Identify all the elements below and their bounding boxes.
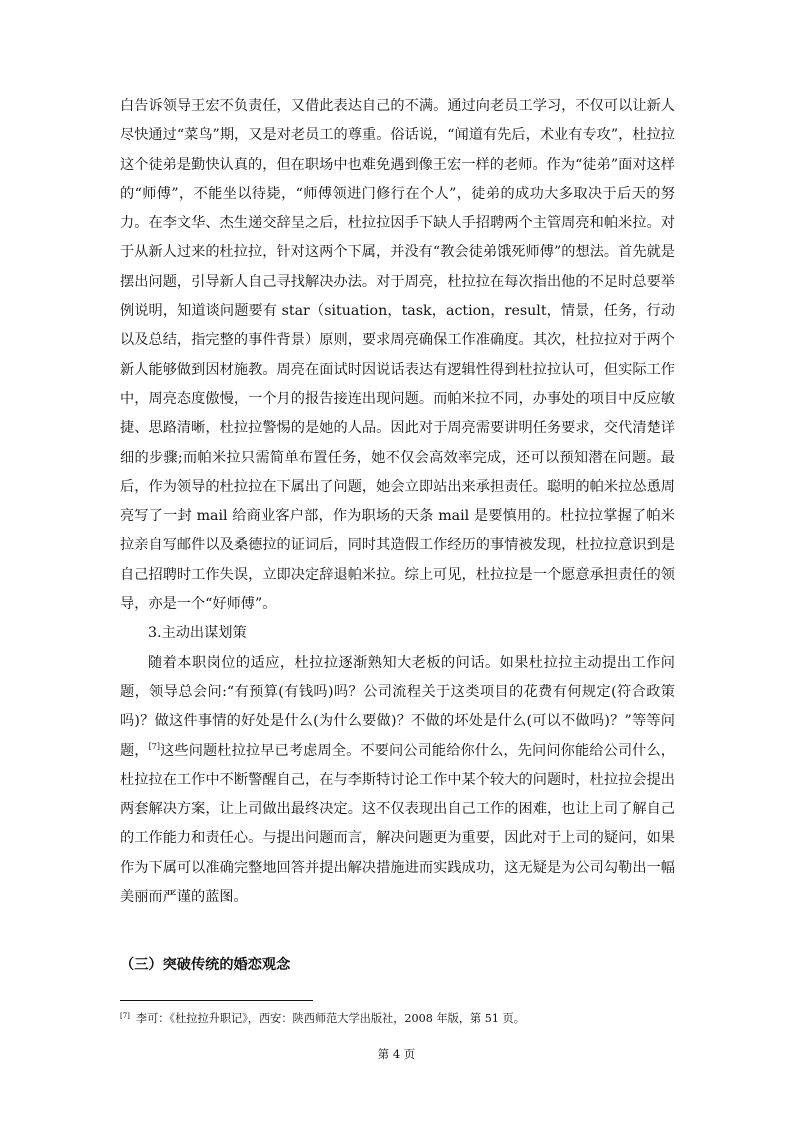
paragraph-text-after-ref: 这些问题杜拉拉早已考虑周全。不要问公司能给你什么，先问问你能给公司什么，杜拉拉在工作中不断警醒自己，在与李斯特讨论工作中某个较大的问题时，杜拉拉会提出两套解决方案，让上司做出最终决定。这不仅表现出自己工作的困难，也让上司了解自己的工作能力和责任心。与提出问题而言，解决问题更为重要，因此对于上司的疑问，如果作为下属可以准确完整地回答并提出解决措施进而实践成功，这无疑是为公司勾勒出一幅美丽而严谨的蓝图。 — [120, 742, 675, 906]
footnote-text: 李可：《杜拉拉升职记》，西安：陕西师范大学出版社，2008 年版，第 51 页。 — [135, 1012, 525, 1025]
footnote-divider — [120, 1000, 313, 1001]
paragraph-boss-questions — [120, 649, 675, 913]
section-heading: （三）突破传统的婚恋观念 — [120, 957, 291, 973]
paragraph-text-before-ref: 随着本职岗位的适应，杜拉拉逐渐熟知大老板的问话。如果杜拉拉主动提出工作问题，领导总会问:“有预算(有钱吗)吗？公司流程关于这类项目的花费有何规定(符合政策吗)？做这件事情的好处是什么(为什么要做)？不做的坏处是什么(可以不做吗)？”等等问题， — [120, 654, 675, 759]
footnote-reference[interactable]: [7] — [148, 741, 160, 751]
page-number: 第 4 页 — [377, 1047, 416, 1061]
footnote-mark: [7] — [120, 1012, 130, 1020]
footnote — [120, 1011, 525, 1027]
paragraph-continuation: 白告诉领导王宏不负责任，又借此表达自己的不满。通过向老员工学习，不仅可以让新人尽快通过“菜鸟”期，又是对老员工的尊重。俗话说，“闻道有先后，术业有专攻”，杜拉拉这个徒弟是勤快认真的，但在职场中也难免遇到像王宏一样的老师。作为“徒弟”面对这样的“师傅”，不能坐以待毙，“师傅领进门修行在个人”，徒弟的成功大多取决于后天的努力。在李文华、杰生递交辞呈之后，杜拉拉因手下缺人手招聘两个主管周亮和帕米拉。对于从新人过来的杜拉拉，针对这两个下属，并没有“教会徒弟饿死师傅”的想法。首先就是摆出问题，引导新人自己寻找解决办法。对于周亮，杜拉拉在每次指出他的不足时总要举例说明，知道谈问题要有 star（situation，task，action，result，情景，任务，行动以及总结，指完整的事件背景）原则，要求周亮确保工作准确度。其次，杜拉拉对于两个新人能够做到因材施教。周亮在面试时因说话表达有逻辑性得到杜拉拉认可，但实际工作中，周亮态度傲慢，一个月的报告接连出现问题。而帕米拉不同，办事处的项目中反应敏捷、思路清晰，杜拉拉警惕的是她的人品。因此对于周亮需要讲明任务要求，交代清楚详细的步骤;而帕米拉只需简单布置任务，她不仅会高效率完成，还可以预知潜在问题。最后，作为领导的杜拉拉在下属出了问题，她会立即站出来承担责任。聪明的帕米拉怂恿周亮写了一封 mail 给商业客户部，作为职场的天条 mail 是要慎用的。杜拉拉掌握了帕米拉亲自写邮件以及桑德拉的证词后，同时其造假工作经历的事情被发现，杜拉拉意识到是自己招聘时工作失误，立即决定辞退帕米拉。综上可见，杜拉拉是一个愿意承担责任的领导，亦是一个“好师傅”。 — [120, 98, 675, 613]
body-text — [120, 92, 675, 912]
subsection-title: 3.主动出谋划策 — [148, 625, 247, 642]
